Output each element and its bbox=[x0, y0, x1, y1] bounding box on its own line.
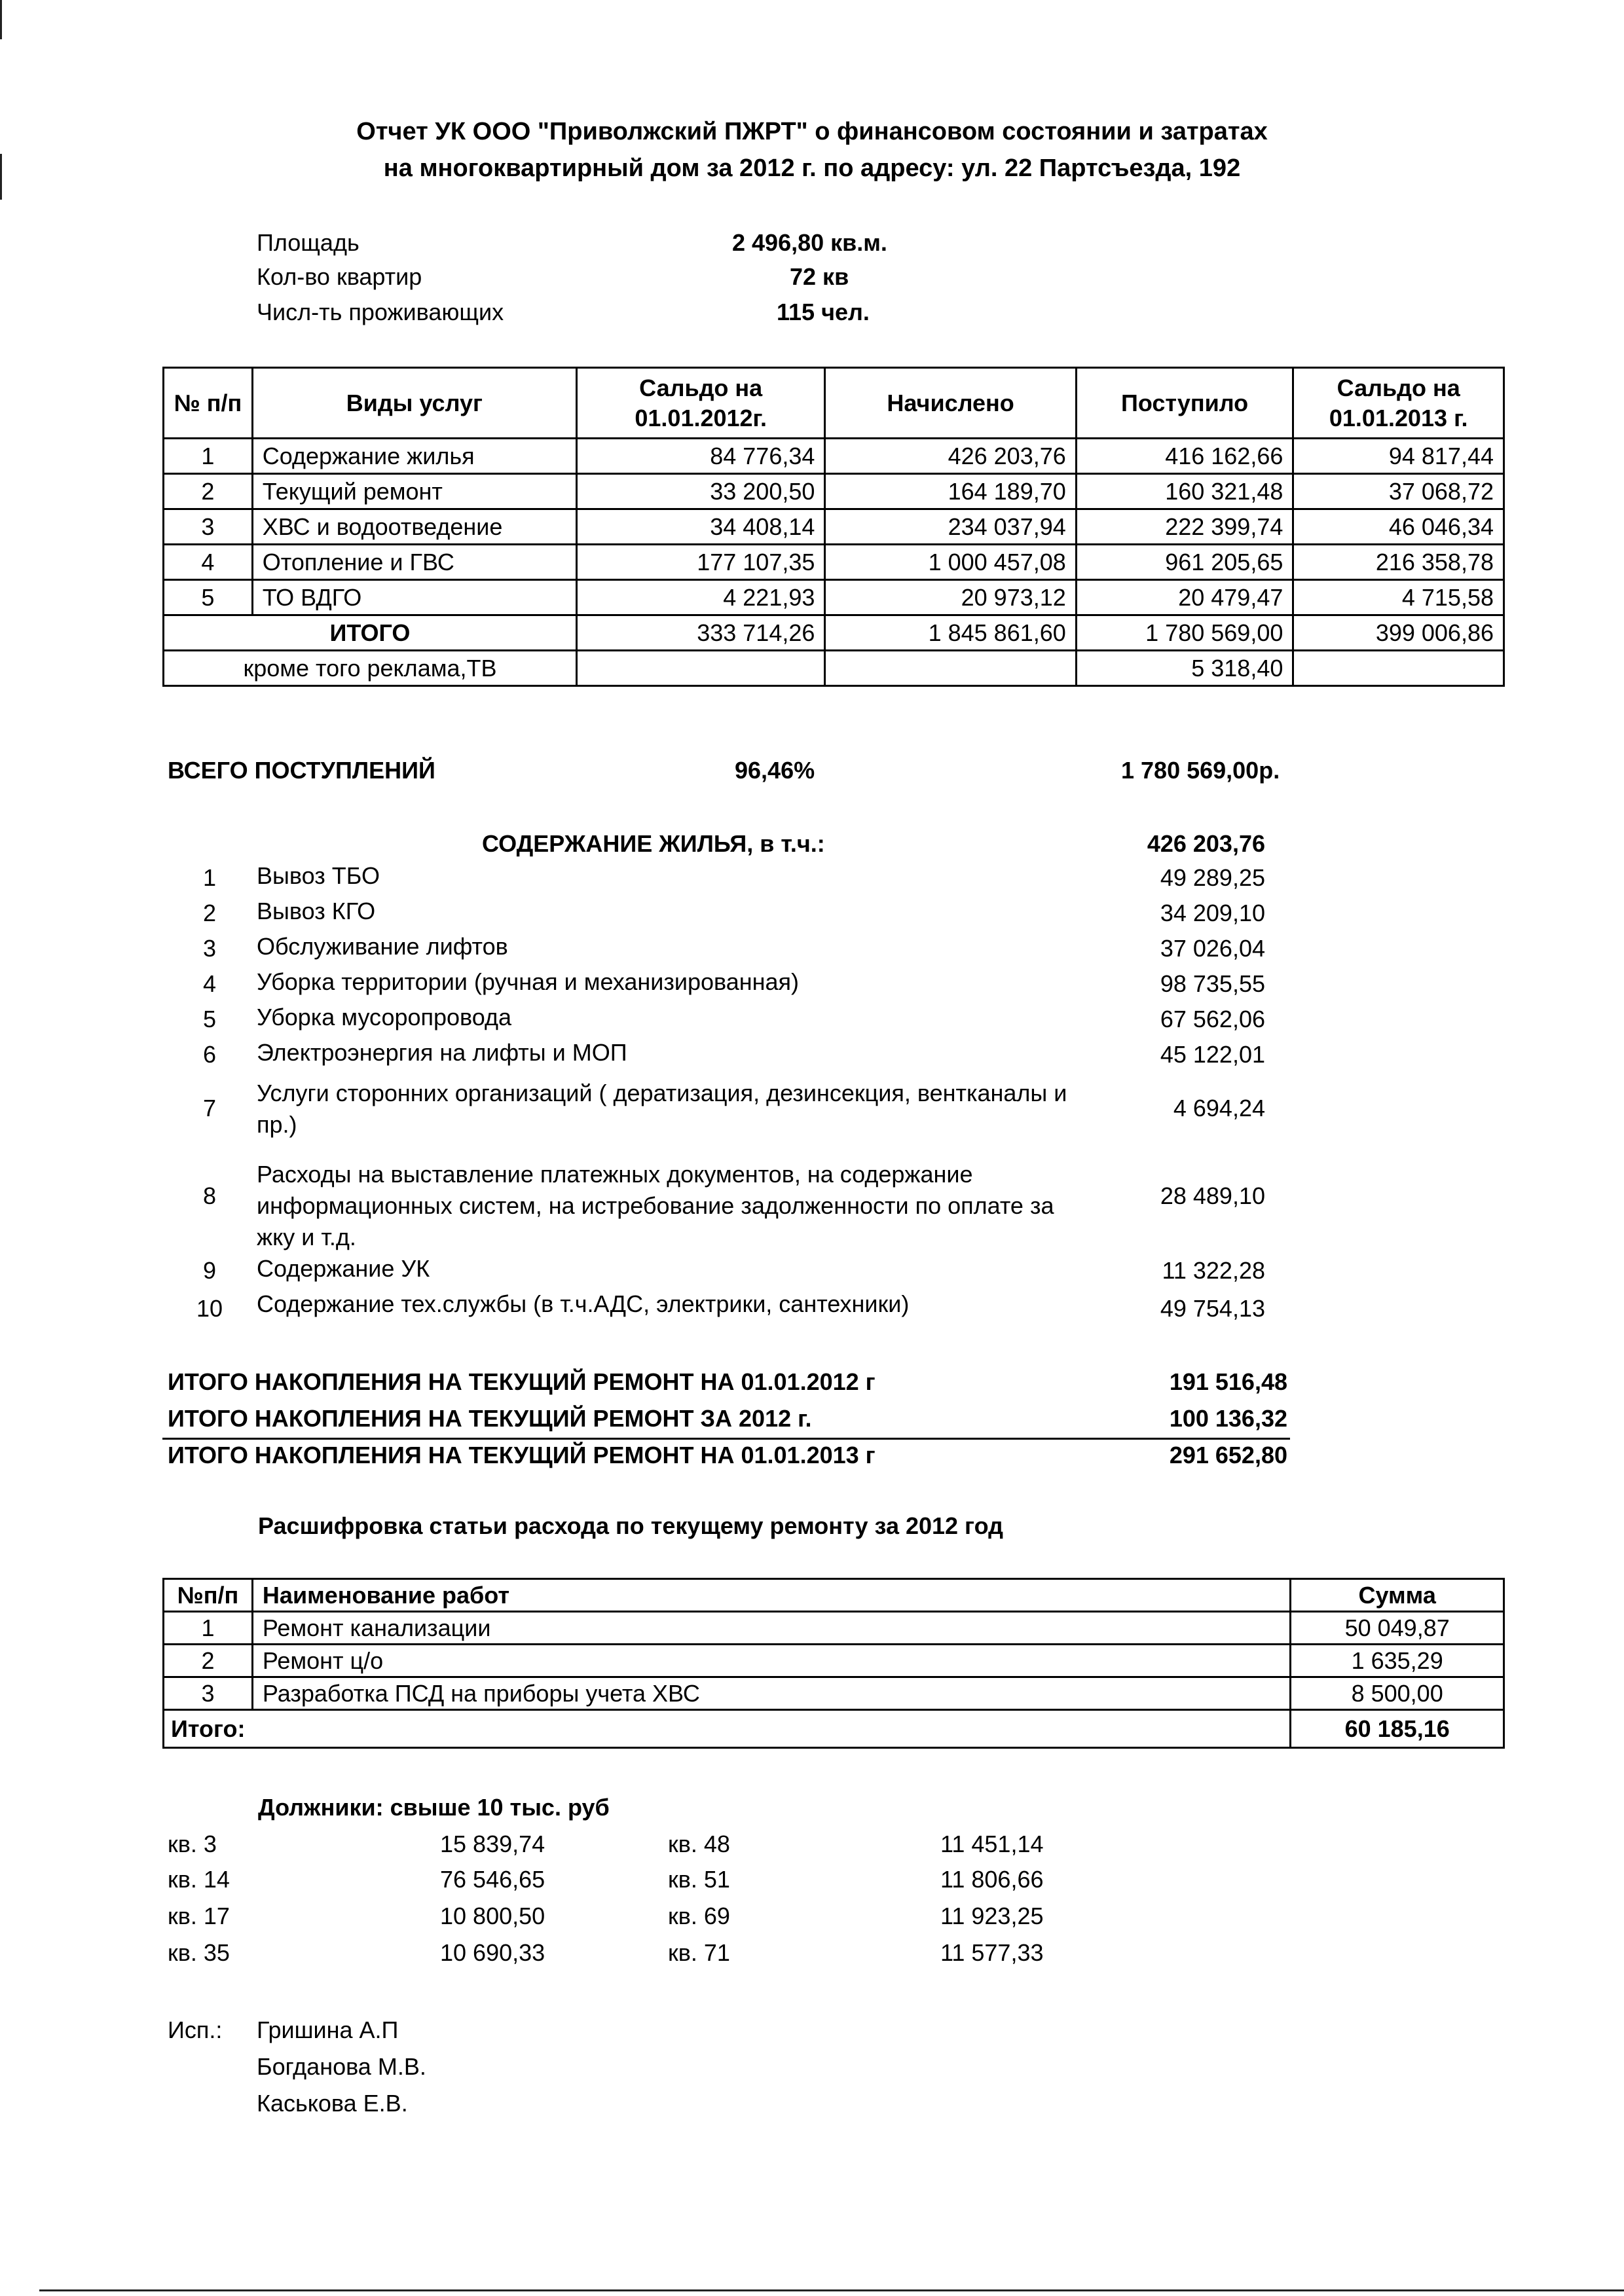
cell-number: 2 bbox=[164, 474, 253, 509]
item-amount: 34 209,10 bbox=[1160, 900, 1265, 926]
cell-work: Ремонт ц/о bbox=[252, 1645, 1290, 1677]
debtor-amount: 76 546,65 bbox=[440, 1866, 545, 1893]
debtor-amount: 10 800,50 bbox=[440, 1903, 545, 1929]
cell-saldo-start: 4 221,93 bbox=[576, 580, 824, 615]
info-label-area: Площадь bbox=[257, 229, 360, 256]
debtor-amount: 11 806,66 bbox=[940, 1866, 1044, 1893]
extra-received: 5 318,40 bbox=[1076, 651, 1293, 686]
cell-service: Текущий ремонт bbox=[252, 474, 576, 509]
col-header-service: Виды услуг bbox=[252, 368, 576, 439]
scan-edge-mark bbox=[0, 0, 2, 39]
info-label-apartments: Кол-во квартир bbox=[257, 263, 422, 290]
executors-label: Исп.: bbox=[168, 2016, 223, 2043]
housing-total: 426 203,76 bbox=[1147, 830, 1265, 857]
cell-work: Разработка ПСД на приборы учета ХВС bbox=[252, 1677, 1290, 1710]
cell-saldo-end: 4 715,58 bbox=[1293, 580, 1504, 615]
debtor-apartment: кв. 35 bbox=[168, 1939, 230, 1966]
item-text: Содержание тех.службы (в т.ч.АДС, электрики, сантехники) bbox=[257, 1290, 910, 1317]
debtor-amount: 10 690,33 bbox=[440, 1939, 545, 1966]
col-header-saldo-start: Сальдо на 01.01.2012г. bbox=[576, 368, 824, 439]
total-saldo-start: 333 714,26 bbox=[576, 615, 824, 651]
report-title-line1: Отчет УК ООО "Приволжский ПЖРТ" о финансовом состоянии и затратах bbox=[356, 118, 1268, 145]
housing-title: СОДЕРЖАНИЕ ЖИЛЬЯ, в т.ч.: bbox=[482, 830, 825, 857]
item-text: Содержание УК bbox=[257, 1255, 430, 1282]
executor-name: Гришина А.П bbox=[257, 2016, 399, 2043]
cell-number: 2 bbox=[164, 1645, 253, 1677]
breakdown-total-amount: 60 185,16 bbox=[1291, 1710, 1504, 1748]
executor-name: Богданова М.В. bbox=[257, 2053, 426, 2080]
breakdown-total-label: Итого: bbox=[164, 1710, 1291, 1748]
item-number: 6 bbox=[202, 1041, 217, 1068]
item-number: 8 bbox=[202, 1182, 217, 1209]
cell-saldo-end: 37 068,72 bbox=[1293, 474, 1504, 509]
cell-number: 5 bbox=[164, 580, 253, 615]
item-number: 3 bbox=[202, 935, 217, 962]
col-header-number: №п/п bbox=[164, 1579, 253, 1612]
col-header-work: Наименование работ bbox=[252, 1579, 1290, 1612]
debtor-amount: 11 451,14 bbox=[940, 1831, 1044, 1857]
total-label: ИТОГО bbox=[164, 615, 577, 651]
debtors-title: Должники: свыше 10 тыс. руб bbox=[258, 1794, 610, 1821]
debtor-amount: 11 577,33 bbox=[940, 1939, 1044, 1966]
item-text: Обслуживание лифтов bbox=[257, 933, 508, 960]
cell-number: 4 bbox=[164, 545, 253, 580]
table-row bbox=[164, 509, 1504, 545]
repair-total-label: ИТОГО НАКОПЛЕНИЯ НА ТЕКУЩИЙ РЕМОНТ ЗА 2012 г. bbox=[168, 1405, 812, 1432]
cell-sum: 1 635,29 bbox=[1291, 1645, 1504, 1677]
item-text: Услуги сторонних организаций ( дератизация, дезинсекция, вентканалы и пр.) bbox=[257, 1080, 1067, 1138]
table-row bbox=[164, 545, 1504, 580]
extra-label: кроме того реклама,ТВ bbox=[164, 651, 577, 686]
cell-received: 160 321,48 bbox=[1076, 474, 1293, 509]
info-value-residents: 115 чел. bbox=[777, 299, 870, 325]
cell-service: Содержание жилья bbox=[252, 439, 576, 474]
cell-received: 961 205,65 bbox=[1076, 545, 1293, 580]
item-number: 7 bbox=[202, 1095, 217, 1121]
item-text: Расходы на выставление платежных документов, на содержание информационных систем, на истребование задолженности по оплате за жку и т.д. bbox=[257, 1161, 1054, 1250]
item-number: 9 bbox=[202, 1257, 217, 1284]
cell-sum: 50 049,87 bbox=[1291, 1612, 1504, 1645]
debtor-apartment: кв. 69 bbox=[668, 1903, 730, 1929]
total-saldo-end: 399 006,86 bbox=[1293, 615, 1504, 651]
item-amount: 49 289,25 bbox=[1160, 864, 1265, 891]
cell-number: 3 bbox=[164, 1677, 253, 1710]
report-title-line2: на многоквартирный дом за 2012 г. по адресу: ул. 22 Партсъезда, 192 bbox=[383, 155, 1241, 182]
services-table bbox=[162, 367, 1505, 687]
cell-service: ХВС и водоотведение bbox=[252, 509, 576, 545]
debtor-apartment: кв. 3 bbox=[168, 1831, 217, 1857]
repair-breakdown-title: Расшифровка статьи расхода по текущему ремонту за 2012 год bbox=[258, 1512, 1003, 1539]
cell-saldo-end: 94 817,44 bbox=[1293, 439, 1504, 474]
info-value-apartments: 72 кв bbox=[790, 263, 849, 290]
executor-name: Каськова Е.В. bbox=[257, 2090, 408, 2117]
item-amount: 4 694,24 bbox=[1173, 1095, 1265, 1121]
cell-saldo-start: 34 408,14 bbox=[576, 509, 824, 545]
item-number: 2 bbox=[202, 900, 217, 926]
cell-charged: 164 189,70 bbox=[825, 474, 1076, 509]
col-header-number: № п/п bbox=[164, 368, 253, 439]
cell-received: 222 399,74 bbox=[1076, 509, 1293, 545]
cell-charged: 426 203,76 bbox=[825, 439, 1076, 474]
repair-total-amount: 100 136,32 bbox=[1169, 1405, 1287, 1432]
scan-bottom-line bbox=[39, 2289, 1624, 2291]
total-income-label: ВСЕГО ПОСТУПЛЕНИЙ bbox=[168, 757, 435, 784]
debtor-amount: 15 839,74 bbox=[440, 1831, 545, 1857]
table-row bbox=[164, 474, 1504, 509]
table-row bbox=[164, 580, 1504, 615]
item-number: 5 bbox=[202, 1006, 217, 1032]
table-row bbox=[164, 439, 1504, 474]
table-extra-row bbox=[164, 651, 1504, 686]
table-row bbox=[164, 1612, 1504, 1645]
cell-number: 3 bbox=[164, 509, 253, 545]
table-total-row bbox=[164, 615, 1504, 651]
item-number: 4 bbox=[202, 970, 217, 997]
item-amount: 45 122,01 bbox=[1160, 1041, 1265, 1068]
repair-total-label: ИТОГО НАКОПЛЕНИЯ НА ТЕКУЩИЙ РЕМОНТ НА 01.01.2012 г bbox=[168, 1368, 876, 1395]
item-amount: 67 562,06 bbox=[1160, 1006, 1265, 1032]
cell-sum: 8 500,00 bbox=[1291, 1677, 1504, 1710]
col-header-received: Поступило bbox=[1076, 368, 1293, 439]
cell-saldo-end: 216 358,78 bbox=[1293, 545, 1504, 580]
cell-saldo-start: 177 107,35 bbox=[576, 545, 824, 580]
item-amount: 11 322,28 bbox=[1162, 1257, 1265, 1284]
col-header-saldo-end: Сальдо на 01.01.2013 г. bbox=[1293, 368, 1504, 439]
cell-service: ТО ВДГО bbox=[252, 580, 576, 615]
item-text: Уборка территории (ручная и механизированная) bbox=[257, 968, 800, 995]
cell-number: 1 bbox=[164, 439, 253, 474]
cell-work: Ремонт канализации bbox=[252, 1612, 1290, 1645]
debtor-apartment: кв. 48 bbox=[668, 1831, 730, 1857]
cell-saldo-start: 84 776,34 bbox=[576, 439, 824, 474]
cell-service: Отопление и ГВС bbox=[252, 545, 576, 580]
cell-charged: 20 973,12 bbox=[825, 580, 1076, 615]
cell-charged: 1 000 457,08 bbox=[825, 545, 1076, 580]
item-text: Электроэнергия на лифты и МОП bbox=[257, 1039, 627, 1066]
debtor-apartment: кв. 71 bbox=[668, 1939, 730, 1966]
item-amount: 98 735,55 bbox=[1160, 970, 1265, 997]
cell-number: 1 bbox=[164, 1612, 253, 1645]
debtor-amount: 11 923,25 bbox=[940, 1903, 1044, 1929]
divider bbox=[162, 1438, 1290, 1440]
table-row bbox=[164, 1677, 1504, 1710]
cell-saldo-start: 33 200,50 bbox=[576, 474, 824, 509]
item-text: Вывоз ТБО bbox=[257, 862, 380, 889]
item-number: 1 bbox=[202, 864, 217, 891]
item-amount: 49 754,13 bbox=[1160, 1295, 1265, 1322]
total-charged: 1 845 861,60 bbox=[825, 615, 1076, 651]
debtor-apartment: кв. 17 bbox=[168, 1903, 230, 1929]
item-text: Вывоз КГО bbox=[257, 898, 376, 924]
item-amount: 28 489,10 bbox=[1160, 1182, 1265, 1209]
total-income-amount: 1 780 569,00р. bbox=[1121, 757, 1280, 784]
item-number: 10 bbox=[196, 1295, 223, 1322]
col-header-charged: Начислено bbox=[825, 368, 1076, 439]
table-row bbox=[164, 1645, 1504, 1677]
empty-cell bbox=[576, 651, 824, 686]
info-label-residents: Числ-ть проживающих bbox=[257, 299, 504, 325]
repair-breakdown-table bbox=[162, 1578, 1505, 1749]
item-amount: 37 026,04 bbox=[1160, 935, 1265, 962]
repair-total-amount: 291 652,80 bbox=[1169, 1442, 1287, 1468]
repair-total-label: ИТОГО НАКОПЛЕНИЯ НА ТЕКУЩИЙ РЕМОНТ НА 01.01.2013 г bbox=[168, 1442, 876, 1468]
debtor-apartment: кв. 14 bbox=[168, 1866, 230, 1893]
cell-received: 416 162,66 bbox=[1076, 439, 1293, 474]
item-text: Уборка мусоропровода bbox=[257, 1004, 512, 1030]
repair-total-amount: 191 516,48 bbox=[1169, 1368, 1287, 1395]
info-value-area: 2 496,80 кв.м. bbox=[732, 229, 887, 256]
table-total-row bbox=[164, 1710, 1504, 1748]
cell-received: 20 479,47 bbox=[1076, 580, 1293, 615]
empty-cell bbox=[1293, 651, 1504, 686]
debtor-apartment: кв. 51 bbox=[668, 1866, 730, 1893]
total-income-percent: 96,46% bbox=[735, 757, 815, 784]
total-received: 1 780 569,00 bbox=[1076, 615, 1293, 651]
empty-cell bbox=[825, 651, 1076, 686]
cell-saldo-end: 46 046,34 bbox=[1293, 509, 1504, 545]
cell-charged: 234 037,94 bbox=[825, 509, 1076, 545]
col-header-sum: Сумма bbox=[1291, 1579, 1504, 1612]
